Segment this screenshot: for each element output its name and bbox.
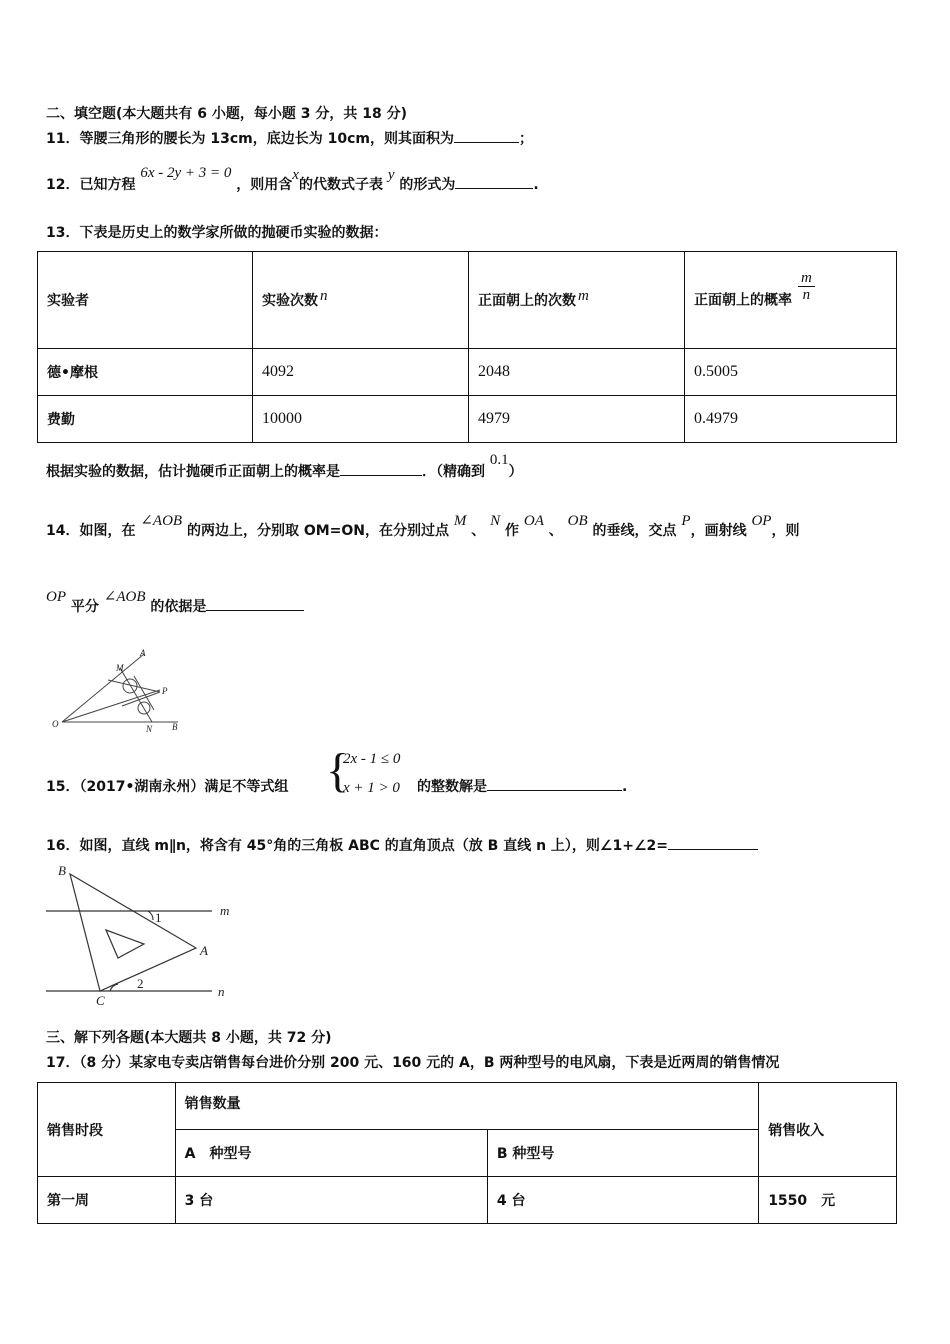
cell-trials: 4092 bbox=[253, 349, 469, 396]
cell-heads: 4979 bbox=[469, 396, 685, 443]
frac-denominator: n bbox=[802, 286, 811, 303]
q14-ob: OB bbox=[567, 513, 588, 529]
label-m: M bbox=[116, 663, 124, 673]
q15-end: . bbox=[622, 779, 628, 795]
label-p: P bbox=[162, 686, 168, 696]
cell-probability: 0.5005 bbox=[685, 349, 897, 396]
q12-end: . bbox=[533, 177, 539, 193]
table-row bbox=[38, 349, 897, 396]
label-b: B bbox=[172, 722, 178, 732]
q12-mid: ，则用含 bbox=[236, 177, 293, 193]
q14-p2: 的两边上，分别取 OM=ON，在分别过点 bbox=[186, 523, 450, 539]
q11-text: 11．等腰三角形的腰长为 13cm，底边长为 10cm，则其面积为 bbox=[46, 131, 454, 147]
section-heading: 三、解下列各题(本大题共 8 小题，共 72 分) bbox=[46, 1030, 332, 1046]
q14-op: OP bbox=[751, 513, 772, 529]
header-trials-label: 实验次数 bbox=[262, 293, 318, 309]
q14-p1: 14．如图，在 bbox=[46, 523, 136, 539]
q14-angle-2: ∠AOB bbox=[103, 589, 146, 605]
question-17: 17．（8 分）某家电专卖店销售每台进价分别 200 元、160 元的 A，B 两种型号的电风扇，下表是近两周的销售情况 bbox=[46, 1055, 780, 1071]
cell-name: 费勤 bbox=[38, 396, 253, 443]
q14-sep: 、 bbox=[471, 523, 486, 539]
q12-pre: 12．已知方程 bbox=[46, 177, 136, 193]
label-angle-1: 1 bbox=[155, 910, 162, 925]
header-income: 销售收入 bbox=[759, 1083, 897, 1177]
q14-p5: ，则 bbox=[771, 523, 800, 539]
q12-post: 的形式为 bbox=[399, 177, 456, 193]
question-14 bbox=[46, 513, 800, 540]
question-15 bbox=[46, 776, 288, 796]
section-heading: 二、填空题(本大题共有 6 小题，每小题 3 分，共 18 分) bbox=[46, 106, 408, 122]
q13-after: 根据实验的数据，估计抛硬币正面朝上的概率是 bbox=[46, 464, 340, 480]
q16-text: 16．如图，直线 m∥n，将含有 45°角的三角板 ABC 的直角顶点（放 B 直线 n 上），则∠1+∠2= bbox=[46, 838, 668, 854]
header-model-b: B 种型号 bbox=[487, 1130, 758, 1177]
header-heads-label: 正面朝上的次数 bbox=[478, 293, 576, 309]
answer-blank[interactable] bbox=[454, 128, 519, 143]
header-trials bbox=[253, 252, 469, 349]
header-probability-label: 正面朝上的概率 bbox=[694, 292, 792, 308]
cell-model-a: 3 台 bbox=[175, 1177, 487, 1224]
q14-point-p: P bbox=[681, 513, 691, 529]
label-o: O bbox=[52, 719, 59, 729]
q12-var-y: y bbox=[387, 167, 395, 183]
q12-mid2: 的代数式子表 bbox=[298, 177, 383, 193]
answer-blank[interactable] bbox=[487, 776, 622, 791]
header-model-a: A 种型号 bbox=[175, 1130, 487, 1177]
var-m: m bbox=[578, 288, 589, 304]
question-11 bbox=[46, 128, 533, 148]
cell-probability: 0.4979 bbox=[685, 396, 897, 443]
q12-var-x: x bbox=[292, 167, 299, 183]
cell-trials: 10000 bbox=[253, 396, 469, 443]
q13-followup bbox=[46, 452, 523, 481]
label-c: C bbox=[96, 993, 105, 1008]
system-brace: { bbox=[326, 744, 350, 797]
answer-blank[interactable] bbox=[668, 835, 758, 850]
q14-op-2: OP bbox=[46, 589, 66, 605]
q14-zuo: 作 bbox=[505, 523, 520, 539]
header-experimenter: 实验者 bbox=[38, 252, 253, 349]
q15-pre: 15．（2017•湖南永州）满足不等式组 bbox=[46, 779, 289, 795]
answer-blank[interactable] bbox=[340, 461, 422, 476]
label-a: A bbox=[140, 648, 146, 658]
table-row bbox=[38, 396, 897, 443]
header-period: 销售时段 bbox=[38, 1083, 176, 1177]
q14-line2-a: 平分 bbox=[70, 599, 99, 615]
label-b: B bbox=[58, 863, 66, 878]
inequality-1: 2x - 1 ≤ 0 bbox=[343, 751, 401, 767]
q13-after2: ．（精确到 bbox=[422, 464, 485, 480]
answer-blank[interactable] bbox=[455, 174, 533, 189]
label-n: n bbox=[218, 984, 225, 999]
q15-post: 的整数解是 bbox=[417, 779, 487, 795]
q14-line2-b: 的依据是 bbox=[150, 599, 207, 615]
question-12 bbox=[46, 165, 539, 194]
q14-oa: OA bbox=[523, 513, 544, 529]
q13-precision: 0.1 bbox=[489, 452, 509, 468]
table-row bbox=[38, 1177, 897, 1224]
header-probability bbox=[685, 252, 897, 349]
inequality-2: x + 1 > 0 bbox=[343, 780, 400, 796]
cell-model-b: 4 台 bbox=[487, 1177, 758, 1224]
cell-income: 1550 元 bbox=[759, 1177, 897, 1224]
q14-point-m: M bbox=[453, 513, 467, 529]
cell-name: 德•摩根 bbox=[38, 349, 253, 396]
sales-table bbox=[37, 1082, 897, 1224]
coin-flip-table bbox=[37, 251, 897, 443]
question-14-line2 bbox=[46, 589, 304, 616]
answer-blank[interactable] bbox=[206, 596, 304, 611]
label-m: m bbox=[220, 903, 230, 918]
label-a: A bbox=[200, 943, 208, 958]
label-angle-2: 2 bbox=[137, 976, 144, 991]
q14-p4: ，画射线 bbox=[690, 523, 747, 539]
label-n: N bbox=[146, 724, 153, 734]
q14-point-n: N bbox=[490, 513, 501, 529]
cell-period: 第一周 bbox=[38, 1177, 176, 1224]
frac-numerator: m bbox=[798, 270, 815, 287]
header-heads bbox=[469, 252, 685, 349]
question-13: 13．下表是历史上的数学家所做的抛硬币实验的数据： bbox=[46, 225, 388, 241]
question-15-tail bbox=[417, 776, 627, 796]
q14-p3: 的垂线，交点 bbox=[592, 523, 677, 539]
q12-equation: 6x - 2y + 3 = 0 bbox=[140, 165, 232, 181]
fraction-m-over-n bbox=[798, 270, 815, 303]
cell-heads: 2048 bbox=[469, 349, 685, 396]
q11-end: ； bbox=[518, 131, 533, 147]
q14-angle: ∠AOB bbox=[140, 513, 183, 529]
question-16 bbox=[46, 835, 758, 855]
q13-after3: ） bbox=[508, 464, 523, 480]
var-n: n bbox=[320, 288, 328, 304]
q14-sep: 、 bbox=[548, 523, 563, 539]
angle-bisector-figure bbox=[48, 648, 188, 734]
triangle-parallel-lines-figure bbox=[40, 860, 240, 1010]
header-quantity: 销售数量 bbox=[175, 1083, 759, 1130]
